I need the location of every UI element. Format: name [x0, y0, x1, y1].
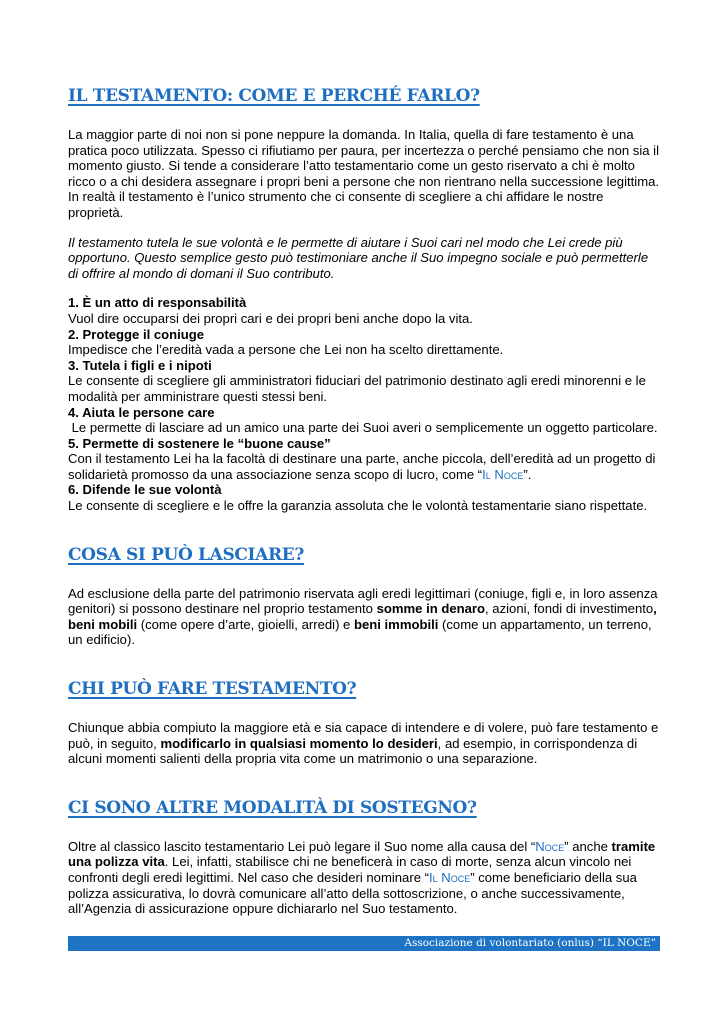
reason-title: 2. Protegge il coniuge	[68, 326, 205, 342]
reasons-list	[68, 295, 660, 513]
reason-text: Impedisce che l’eredità vada a persone che Lei non ha scelto direttamente.	[68, 342, 504, 358]
altre-paragraph	[68, 839, 660, 917]
section-title-altre: CI SONO ALTRE MODALITÀ DI SOSTEGNO?	[68, 797, 477, 818]
reason-title: 5. Permette di sostenere le “buone cause”	[68, 435, 331, 451]
reason-text	[68, 451, 660, 482]
section-title-testamento: IL TESTAMENTO: COME E PERCHÉ FARLO?	[68, 86, 480, 106]
bold-run: beni immobili	[353, 616, 439, 632]
text-run: , azioni, fondi di investimento	[485, 601, 654, 617]
text-run: Chiunque abbia compiuto la maggiore età e sia capace di intendere e di volere, può fare testamento e può, in seguito,	[68, 720, 659, 751]
bold-run: somme in denaro	[376, 601, 486, 617]
text-run: ” come beneficiario della sua polizza assicurativa, lo dovrà comunicare all’atto della sottoscrizione, o anche successivamente, all’Agenzia di assicurazione oppure dichiararlo nel Suo testamento.	[68, 870, 637, 917]
section-title-lasciare: COSA SI PUÒ LASCIARE?	[68, 544, 304, 565]
text-run: Oltre al classico lascito testamentario Lei può legare il Suo nome alla causa del “	[68, 838, 536, 854]
brand-name: Il Noce	[482, 466, 524, 482]
reason-title: 4. Aiuta le persone care	[68, 404, 215, 420]
brand-name: Noce	[535, 838, 565, 854]
text-run: . Lei, infatti, stabilisce chi ne beneficerà in caso di morte, senza alcun vincolo nei confronti degli eredi legittimi. Nel caso che desideri nominare “	[68, 854, 632, 885]
reason-title: 3. Tutela i figli e i nipoti	[68, 357, 212, 373]
reason-text-part: ”.	[523, 466, 532, 482]
reason-text: Vuol dire occuparsi dei propri cari e dei propri beni anche dopo la vita.	[68, 310, 473, 326]
reason-text-part: Con il testamento Lei ha la facoltà di destinare una parte, anche piccola, dell’eredità ad un progetto di solidarietà promosso da una associazione senza scopo di lucro, come “	[68, 451, 656, 482]
bold-run: , beni mobili	[68, 601, 657, 632]
text-run: ” anche	[564, 838, 612, 854]
lasciare-paragraph	[68, 586, 660, 648]
section-title-chi: CHI PUÒ FARE TESTAMENTO?	[68, 679, 357, 700]
testamento-intro: La maggior parte di noi non si pone neppure la domanda. In Italia, quella di fare testamento è una pratica poco utilizzata. Spesso ci rifiutiamo per paura, per incertezza o perché pensiamo che non sia il momento giusto. Si tende a considerare l’atto testamentario come un gesto riservato a chi è molto ricco o a chi desidera assegnare i propri beni a persone che non rientrano nella successione legittima. In realtà il testamento è l’unico strumento che ci consente di scegliere a chi affidare le nostre proprietà.	[68, 127, 660, 220]
text-run: , ad esempio, in corrispondenza di alcuni momenti salienti della propria vita come un matrimonio o una separazione.	[68, 735, 638, 767]
testamento-italic-note: Il testamento tutela le sue volontà e le permette di aiutare i Suoi cari nel modo che Lei crede più opportuno. Questo semplice gesto può testimoniare anche il Suo impegno sociale e può permetterle di offrire al mondo di domani il Suo contributo.	[68, 234, 649, 281]
chi-paragraph	[68, 720, 660, 767]
reason-title: 1. È un atto di responsabilità	[68, 295, 247, 311]
bold-run: modificarlo in qualsiasi momento lo desideri	[160, 735, 438, 751]
bold-run: tramite una polizza vita	[68, 838, 656, 870]
footer-bar: Associazione di volontariato (onlus) “IL NOCE”	[68, 936, 660, 951]
brand-name: Il Noce	[428, 870, 471, 885]
text-run: (come opere d’arte, gioielli, arredi) e	[137, 616, 354, 632]
document-page	[68, 86, 660, 917]
text-run: Ad esclusione della parte del patrimonio riservata agli eredi legittimari (coniuge, figli e, in loro assenza genitori) si possono destinare nel proprio testamento	[68, 585, 658, 617]
reason-text: Le consente di scegliere gli amministratori fiduciari del patrimonio destinato agli eredi minorenni e le modalità per amministrare questi stessi beni.	[68, 373, 646, 404]
reason-text: Le permette di lasciare ad un amico una parte dei Suoi averi o semplicemente un oggetto particolare.	[68, 420, 658, 436]
reason-text: Le consente di scegliere e le offre la garanzia assoluta che le volontà testamentarie siano rispettate.	[68, 498, 648, 514]
text-run: (come un appartamento, un terreno, un edificio).	[68, 616, 652, 648]
reason-title: 6. Difende le sue volontà	[68, 482, 222, 498]
